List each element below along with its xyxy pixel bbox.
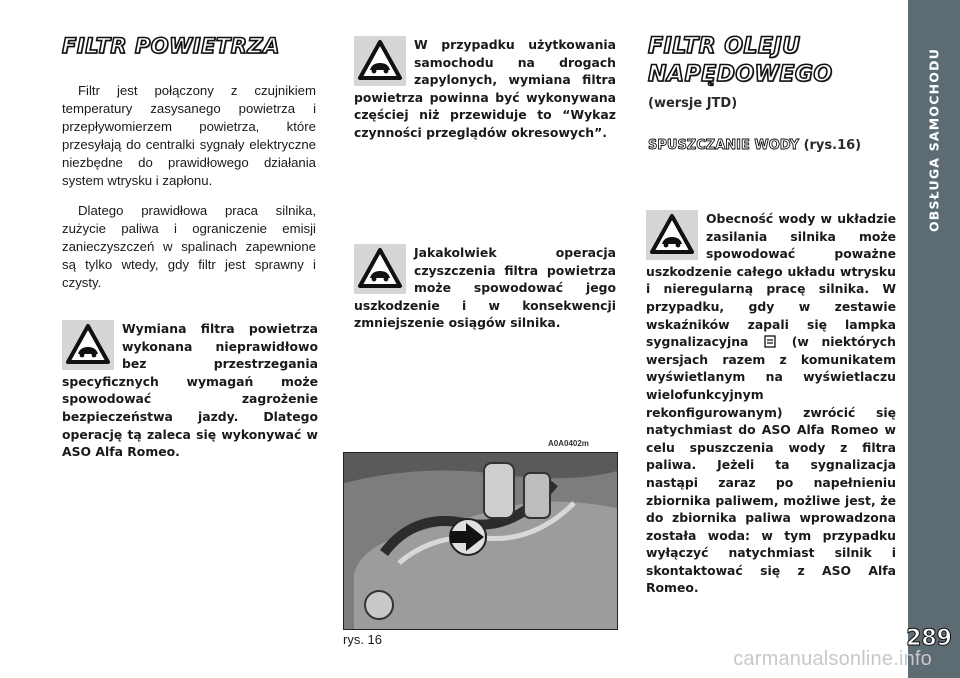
warning-triangle-icon (646, 210, 698, 260)
engine-photo (343, 452, 618, 630)
section-title-diesel-filter-2: NAPĘDOWEGO (648, 62, 833, 87)
water-in-fuel-lamp-icon (764, 335, 776, 348)
warning-filter-cleaning: Jakakolwiek operacja czyszczenia filtra powietrza może spowodować jego uszkodzenie i w konsekwencji zmniejszenie osiągów silnika. (354, 245, 616, 331)
paragraph-2: Dlatego prawidłowa praca silnika, zużycie paliwa i ograniczenie emisji zanieczyszczeń w spalinach zapewnione są tylko wtedy, gdy filtr jest sprawny i czysty. (62, 203, 316, 290)
figure-caption: rys. 16 (343, 632, 383, 647)
section-title-air-filter: FILTR POWIETRZA (62, 34, 280, 58)
figure-code: A0A0402m (548, 439, 589, 448)
section-title-diesel-filter-1: FILTR OLEJU (648, 34, 801, 59)
chapter-label: OBSŁUGA SAMOCHODU (926, 47, 942, 233)
warning-triangle-icon (354, 36, 406, 86)
warning-triangle-icon (354, 244, 406, 294)
warning-air-filter-replacement: Wymiana filtra powietrza wykonana nieprawidłowo bez przestrzegania specyficznych wymagań może spowodować zagrożenie bezpieczeństwa jazdy. Dlatego operację tą zaleca się wykonywać w ASO Alfa Romeo. (62, 321, 318, 460)
warning-triangle-icon (62, 320, 114, 370)
section-heading-water-drain: SPUSZCZANIE WODY (rys.16) (648, 138, 862, 153)
engine-illustration (344, 453, 617, 629)
watermark: carmanualsonline.info (733, 648, 932, 670)
subtitle-versions: (wersje JTD) (648, 96, 738, 111)
chapter-sidebar (908, 0, 960, 678)
warning-water-in-fuel: Obecność wody w układzie zasilania silnika może spowodować poważne uszkodzenie całego układu wtrysku i nieregularną pracę silnika. W przypadku, gdy w zestawie wskaźników zapali się lampka sygnalizacyjna (w niektórych wersjach razem z komunikatem wyświetlanym na wyświetlaczu wielofunkcyjnym rekonfigurowanym) zwrócić się natychmiast do ASO Alfa Romeo w celu spuszczenia wody z filtra paliwa. Jeżeli ta sygnalizacja nastąpi zaraz po napełnieniu zbiornika paliwem, możliwe jest, że do zbiornika paliwa wprowadzona została woda: w tym przypadku wyłączyć natychmiast silnik i skontaktować się z ASO Alfa Romeo. (646, 211, 896, 596)
page-number: 289 (906, 626, 952, 651)
warning-dusty-roads: W przypadku użytkowania samochodu na drogach zapylonych, wymiana filtra powietrza powinna być wykonywana częściej niż przewiduje to “Wykaz czynności przeglądów okresowych”. (354, 37, 616, 140)
paragraph-1: Filtr jest połączony z czujnikiem temperatury zasysanego powietrza i przepływomierzem powietrza, które przesyłają do centralki sygnały elektryczne niezbędne do prawidłowego działania system wtrysku i zapłonu. (62, 83, 316, 188)
